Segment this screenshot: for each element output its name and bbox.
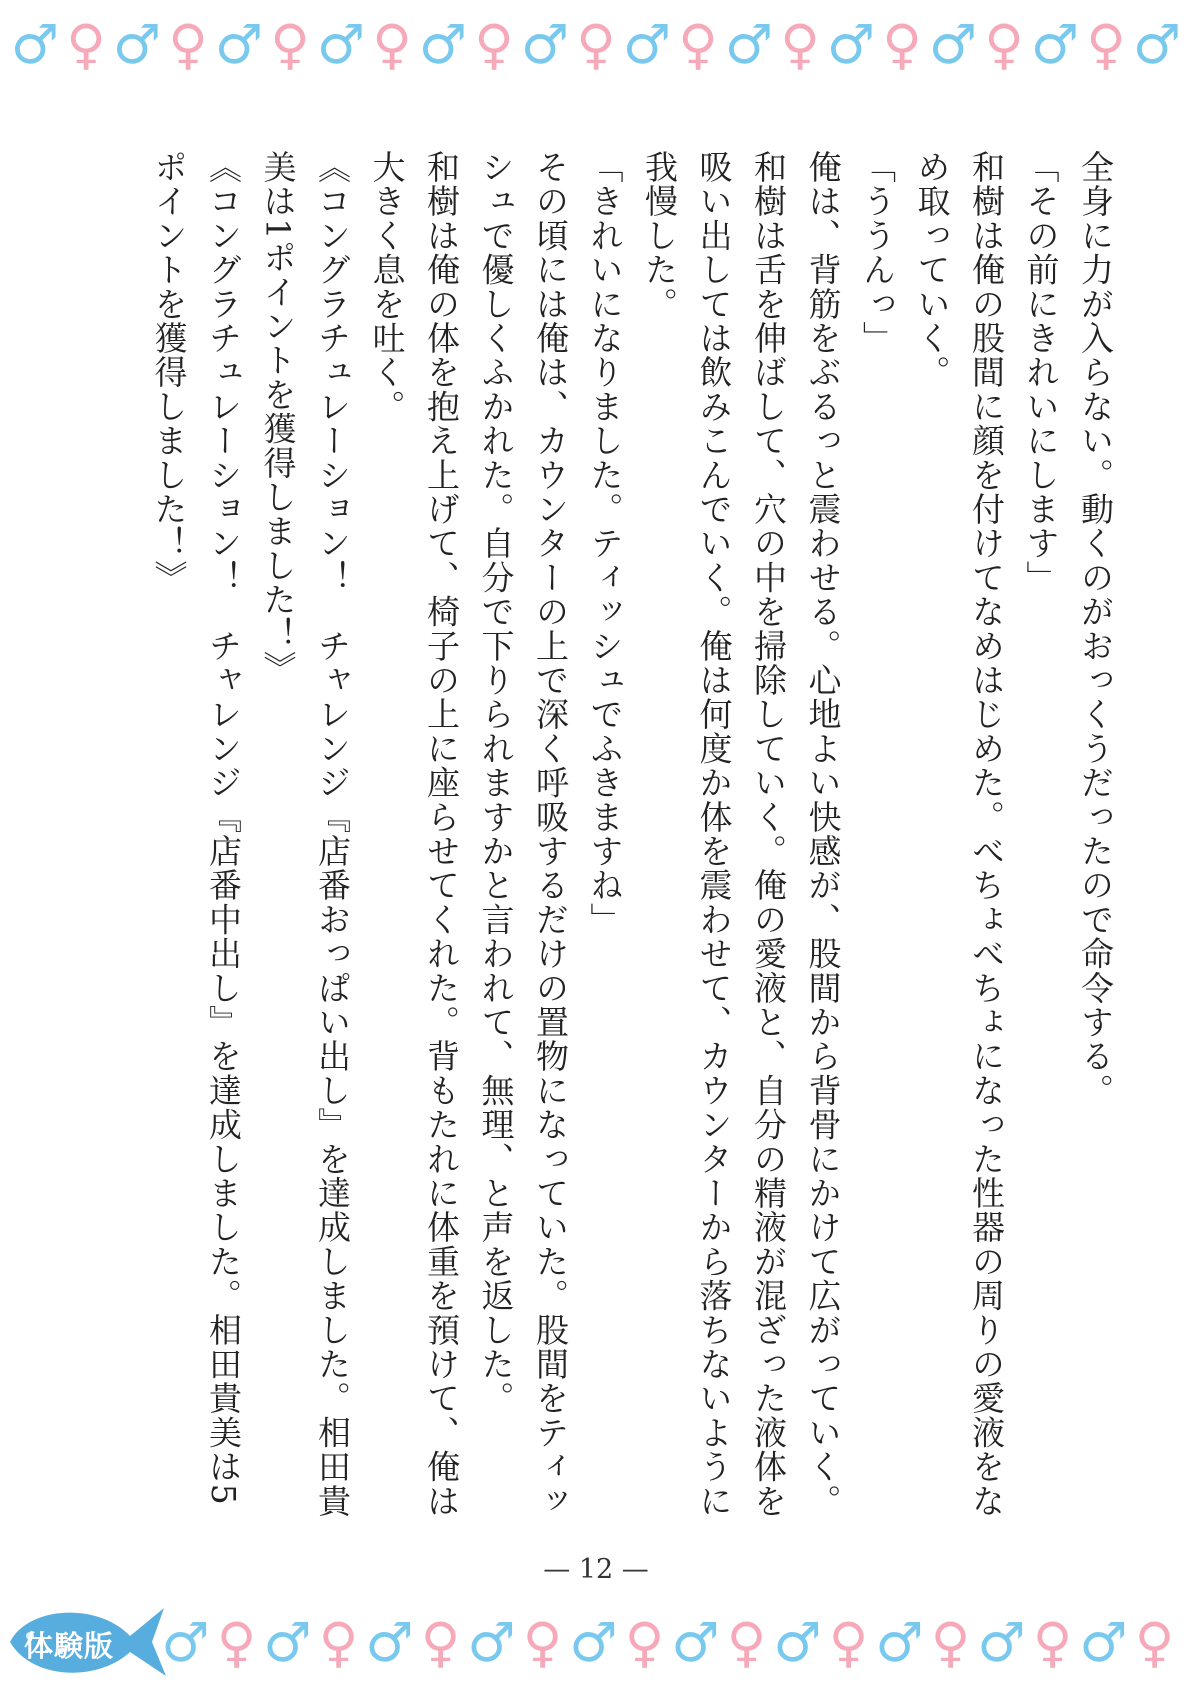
male-symbol-icon: ♂ <box>365 1612 414 1674</box>
male-symbol-icon: ♂ <box>316 14 366 76</box>
male-symbol-icon: ♂ <box>214 14 264 76</box>
female-symbol-icon: ♀ <box>726 1612 767 1674</box>
male-symbol-icon: ♂ <box>569 1612 618 1674</box>
male-symbol-icon: ♂ <box>928 14 978 76</box>
female-symbol-icon: ♀ <box>474 14 514 76</box>
male-symbol-icon: ♂ <box>826 14 876 76</box>
female-symbol-icon: ♀ <box>372 14 412 76</box>
paragraph: その頃には俺は、カウンターの上で深く呼吸するだけの置物になっていた。股間をティッシュで優しくふかれた。自分で下りられますかと言われて、無理、と声を返した。 <box>476 150 570 1518</box>
male-symbol-icon: ♂ <box>10 14 60 76</box>
female-symbol-icon: ♀ <box>66 14 106 76</box>
paragraph: 和樹は俺の体を抱え上げて、椅子の上に座らせてくれた。背もたれに体重を預けて、俺は大きく息を吐く。 <box>367 150 461 1518</box>
vertical-body-text <box>112 150 1122 1530</box>
male-symbol-icon: ♂ <box>977 1612 1026 1674</box>
trial-version-badge <box>2 1596 172 1684</box>
paragraph: 全身に力が入らない。動くのがおっくうだったので命令する。 <box>1076 150 1115 1108</box>
system-message: 《コングラチュレーション！ チャレンジ『店番中出し』を達成しました。相田貴美は5ポイントを獲得しました！》 <box>149 150 243 1506</box>
top-symbol-border <box>0 14 1192 76</box>
male-symbol-icon: ♂ <box>467 1612 516 1674</box>
male-symbol-icon: ♂ <box>1079 1612 1128 1674</box>
paragraph: 俺は、背筋をぶるっと震わせる。心地よい快感が、股間から背骨にかけて広がっていく。 <box>803 150 843 1518</box>
male-symbol-icon: ♂ <box>875 1612 924 1674</box>
female-symbol-icon: ♀ <box>1086 14 1126 76</box>
page-number: — 12 — <box>543 1554 649 1585</box>
female-symbol-icon: ♀ <box>522 1612 563 1674</box>
female-symbol-icon: ♀ <box>678 14 718 76</box>
male-symbol-icon: ♂ <box>724 14 774 76</box>
male-symbol-icon: ♂ <box>112 14 162 76</box>
trial-label: 体験版 <box>24 1629 115 1663</box>
bottom-symbol-border <box>160 1612 1192 1674</box>
female-symbol-icon: ♀ <box>780 14 820 76</box>
male-symbol-icon: ♂ <box>520 14 570 76</box>
female-symbol-icon: ♀ <box>882 14 922 76</box>
paragraph: 和樹は俺の股間に顔を付けてなめはじめた。べちょべちょになった性器の周りの愛液をなめ取っていく。 <box>912 150 1006 1518</box>
male-symbol-icon: ♂ <box>622 14 672 76</box>
system-message: 《コングラチュレーション！ チャレンジ『店番おっぱい出し』を達成しました。相田貴美は1ポイントを獲得しました！》 <box>258 150 352 1518</box>
dialogue-line: 「ううんっ」 <box>858 150 897 356</box>
female-symbol-icon: ♀ <box>1134 1612 1175 1674</box>
male-symbol-icon: ♂ <box>671 1612 720 1674</box>
female-symbol-icon: ♀ <box>168 14 208 76</box>
male-symbol-icon: ♂ <box>773 1612 822 1674</box>
dialogue-line: 「その前にきれいにします」 <box>1021 150 1061 595</box>
female-symbol-icon: ♀ <box>984 14 1024 76</box>
dialogue-line: 「きれいになりました。ティッシュでふきますね」 <box>585 150 625 937</box>
female-symbol-icon: ♀ <box>420 1612 461 1674</box>
male-symbol-icon: ♂ <box>161 1612 210 1674</box>
female-symbol-icon: ♀ <box>576 14 616 76</box>
female-symbol-icon: ♀ <box>318 1612 359 1674</box>
female-symbol-icon: ♀ <box>828 1612 869 1674</box>
female-symbol-icon: ♀ <box>270 14 310 76</box>
male-symbol-icon: ♂ <box>1132 14 1182 76</box>
paragraph: 和樹は舌を伸ばして、穴の中を掃除していく。俺の愛液と、自分の精液が混ざった液体を吸い出しては飲みこんでいく。俺は何度か体を震わせて、カウンターから落ちないように我慢した。 <box>640 150 788 1518</box>
female-symbol-icon: ♀ <box>624 1612 665 1674</box>
male-symbol-icon: ♂ <box>1030 14 1080 76</box>
male-symbol-icon: ♂ <box>263 1612 312 1674</box>
female-symbol-icon: ♀ <box>216 1612 257 1674</box>
female-symbol-icon: ♀ <box>1032 1612 1073 1674</box>
female-symbol-icon: ♀ <box>930 1612 971 1674</box>
male-symbol-icon: ♂ <box>418 14 468 76</box>
